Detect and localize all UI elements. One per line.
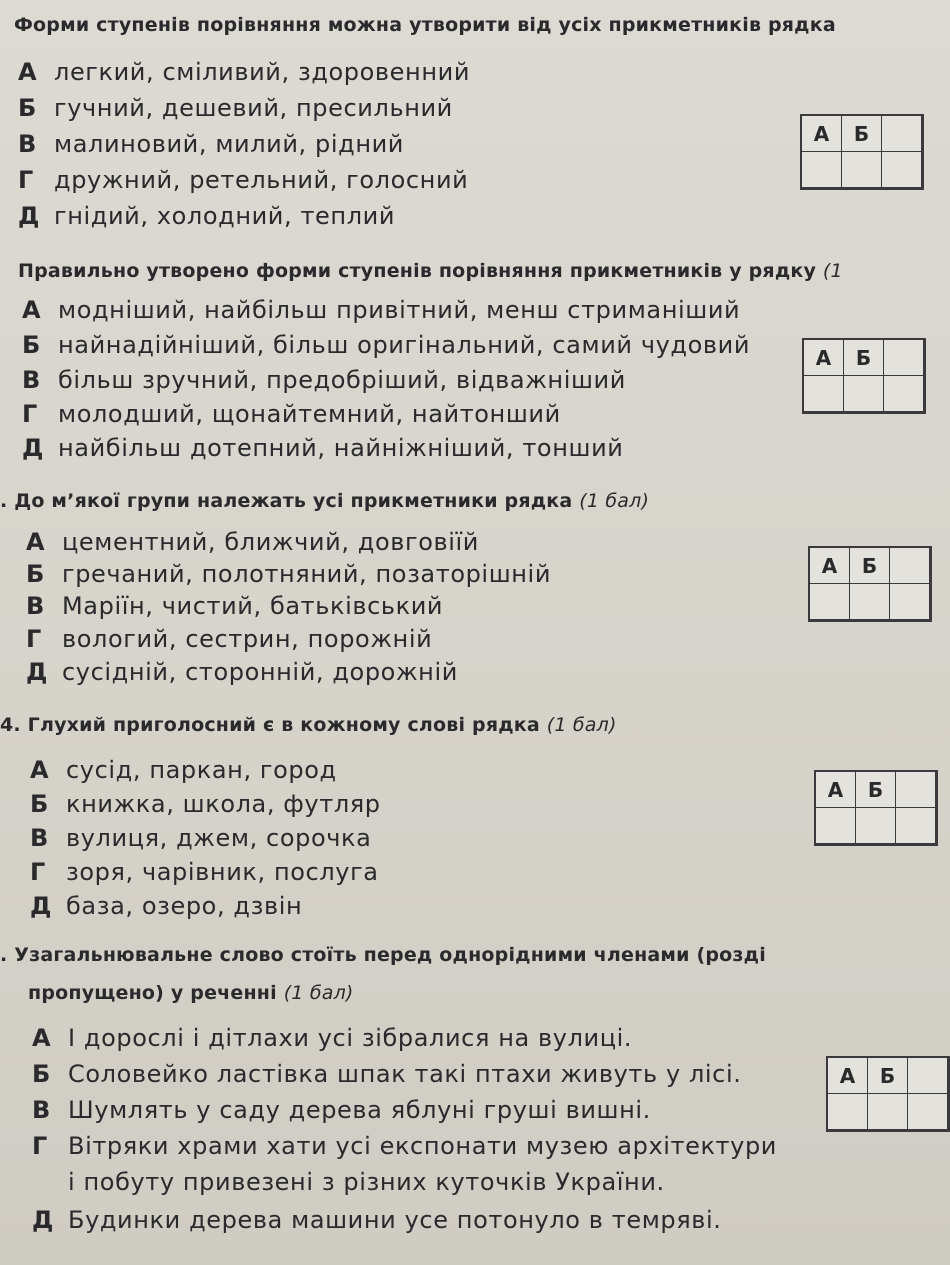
question-title: . До м’якої групи належать усі прикметники рядка (1 бал)	[0, 490, 650, 512]
grid-header-c	[890, 548, 930, 584]
grid-answer-cell[interactable]	[810, 584, 850, 620]
grid-answer-cell[interactable]	[890, 584, 930, 620]
grid-answer-cell[interactable]	[816, 808, 856, 844]
question-title-line2: пропущено) у реченні (1 бал)	[28, 982, 354, 1004]
grid-header-b: Б	[850, 548, 890, 584]
option-d-continuation: і побуту привезені з різних куточків України.	[68, 1168, 665, 1196]
option-e[interactable]: Д сусідній, сторонній, дорожній	[26, 658, 458, 686]
answer-grid[interactable]	[808, 546, 932, 622]
grid-answer-cell[interactable]	[884, 376, 924, 412]
option-e[interactable]: Д база, озеро, дзвін	[30, 892, 303, 920]
grid-header-b: Б	[856, 772, 896, 808]
grid-header-b: Б	[868, 1058, 908, 1094]
option-a[interactable]: А сусід, паркан, город	[30, 756, 337, 784]
grid-answer-cell[interactable]	[856, 808, 896, 844]
grid-header-a: А	[816, 772, 856, 808]
grid-header-a: А	[810, 548, 850, 584]
grid-header-a: А	[802, 116, 842, 152]
grid-answer-cell[interactable]	[828, 1094, 868, 1130]
option-d[interactable]: Г зоря, чарівник, послуга	[30, 858, 379, 886]
option-b[interactable]: Б книжка, школа, футляр	[30, 790, 381, 818]
question-title: . Узагальнювальне слово стоїть перед однорідними членами (розді	[0, 944, 766, 966]
grid-header-c	[882, 116, 922, 152]
grid-header-c	[884, 340, 924, 376]
answer-grid[interactable]	[800, 114, 924, 190]
option-d[interactable]: Г Вітряки храми хати усі експонати музею архітектури	[32, 1132, 777, 1160]
answer-grid[interactable]	[802, 338, 926, 414]
grid-header-b: Б	[842, 116, 882, 152]
grid-answer-cell[interactable]	[868, 1094, 908, 1130]
option-c[interactable]: В малиновий, милий, рідний	[18, 130, 405, 158]
option-c[interactable]: В більш зручний, предобріший, відважніший	[22, 366, 626, 394]
option-d[interactable]: Г дружний, ретельний, голосний	[18, 166, 469, 194]
option-a[interactable]: А модніший, найбільш привітний, менш стриманіший	[22, 296, 741, 324]
grid-header-b: Б	[844, 340, 884, 376]
answer-grid[interactable]	[814, 770, 938, 846]
answer-grid[interactable]	[826, 1056, 950, 1132]
grid-answer-cell[interactable]	[850, 584, 890, 620]
question-title: 4. Глухий приголосний є в кожному слові рядка (1 бал)	[0, 714, 617, 736]
option-c[interactable]: В Маріїн, чистий, батьківський	[26, 592, 444, 620]
option-b[interactable]: Б найнадійніший, більш оригінальний, самий чудовий	[22, 331, 751, 359]
option-e[interactable]: Д найбільш дотепний, найніжніший, тонший	[22, 434, 624, 462]
option-a[interactable]: А легкий, сміливий, здоровенний	[18, 58, 471, 86]
question-title: Правильно утворено форми ступенів порівняння прикметників у рядку (1	[18, 260, 843, 282]
option-b[interactable]: Б Соловейко ластівка шпак такі птахи живуть у лісі.	[32, 1060, 742, 1088]
option-a[interactable]: А І дорослі і дітлахи усі зібралися на вулиці.	[32, 1024, 633, 1052]
option-e[interactable]: Д гнідий, холодний, теплий	[18, 202, 396, 230]
option-c[interactable]: В Шумлять у саду дерева яблуні груші вишні.	[32, 1096, 651, 1124]
grid-answer-cell[interactable]	[842, 152, 882, 188]
grid-header-c	[896, 772, 936, 808]
option-b[interactable]: Б гречаний, полотняний, позаторішній	[26, 560, 552, 588]
grid-answer-cell[interactable]	[896, 808, 936, 844]
grid-answer-cell[interactable]	[908, 1094, 948, 1130]
grid-header-a: А	[828, 1058, 868, 1094]
grid-header-a: А	[804, 340, 844, 376]
question-title: Форми ступенів порівняння можна утворити від усіх прикметників рядка	[14, 14, 836, 36]
grid-answer-cell[interactable]	[802, 152, 842, 188]
grid-answer-cell[interactable]	[882, 152, 922, 188]
option-e[interactable]: Д Будинки дерева машини усе потонуло в темряві.	[32, 1206, 722, 1234]
option-a[interactable]: А цементний, ближчий, довговіїй	[26, 528, 479, 556]
option-d[interactable]: Г вологий, сестрин, порожній	[26, 625, 433, 653]
grid-header-c	[908, 1058, 948, 1094]
grid-answer-cell[interactable]	[844, 376, 884, 412]
option-d[interactable]: Г молодший, щонайтемний, найтонший	[22, 400, 561, 428]
option-c[interactable]: В вулиця, джем, сорочка	[30, 824, 372, 852]
grid-answer-cell[interactable]	[804, 376, 844, 412]
option-b[interactable]: Б гучний, дешевий, пресильний	[18, 94, 453, 122]
